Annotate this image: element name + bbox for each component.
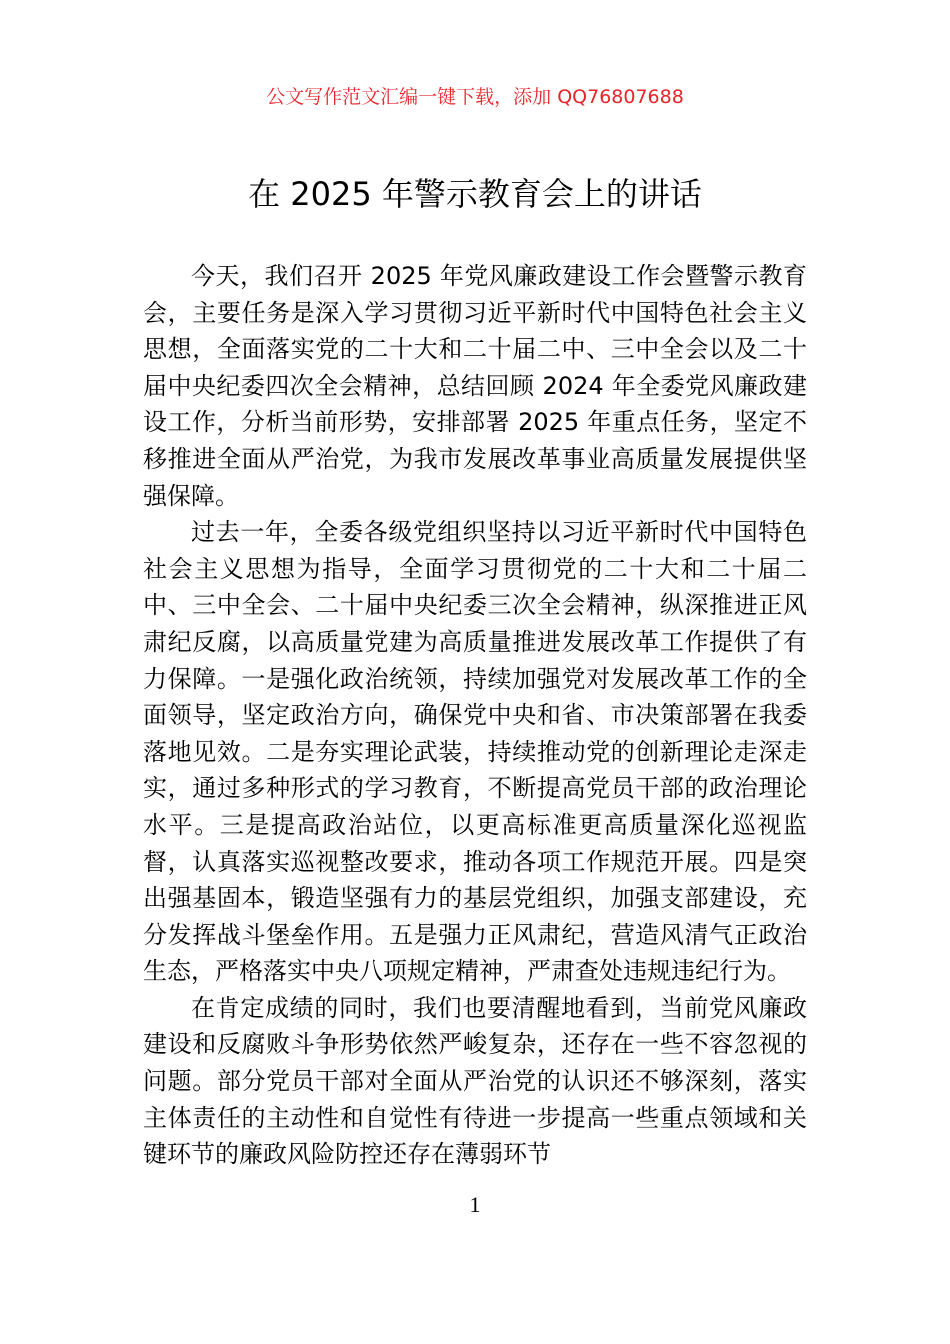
paragraph-problems: 在肯定成绩的同时，我们也要清醒地看到，当前党风廉政建设和反腐败斗争形势依然严峻复杂，还存在一些不容忽视的问题。部分党员干部对全面从严治党的认识还不够深刻，落实主体责任的主动性和自觉性有待进一步提高一些重点领域和关键环节的廉政风险防控还存在薄弱环节 <box>143 993 807 1169</box>
page-number: 1 <box>469 1192 481 1217</box>
document-title: 在 2025 年警示教育会上的讲话 <box>248 175 702 213</box>
paragraph-review: 过去一年，全委各级党组织坚持以习近平新时代中国特色社会主义思想为指导，全面学习贯彻党的二十大和二十届二中、三中全会、二十届中央纪委三次全会精神，纵深推进正风肃纪反腐，以高质量党建为高质量推进发展改革工作提供了有力保障。一是强化政治统领，持续加强党对发展改革工作的全面领导，坚定政治方向，确保党中央和省、市决策部署在我委落地见效。二是夯实理论武装，持续推动党的创新理论走深走实，通过多种形式的学习教育，不断提高党员干部的政治理论水平。三是提高政治站位，以更高标准更高质量深化巡视监督，认真落实巡视整改要求，推动各项工作规范开展。四是突出强基固本，锻造坚强有力的基层党组织，加强支部建设，充分发挥战斗堡垒作用。五是强力正风肃纪，营造风清气正政治生态，严格落实中央八项规定精神，严肃查处违规违纪行为。 <box>143 518 807 986</box>
header-note: 公文写作范文汇编一键下载，添加 QQ76807688 <box>266 86 684 108</box>
document-body <box>143 258 807 1173</box>
paragraph-opening: 今天，我们召开 2025 年党风廉政建设工作会暨警示教育会，主要任务是深入学习贯彻习近平新时代中国特色社会主义思想，全面落实党的二十大和二十届二中、三中全会以及二十届中央纪委四次全会精神，总结回顾 2024 年全委党风廉政建设工作，分析当前形势，安排部署 2025 年重点任务，坚定不移推进全面从严治党，为我市发展改革事业高质量发展提供坚强保障。 <box>143 262 807 510</box>
